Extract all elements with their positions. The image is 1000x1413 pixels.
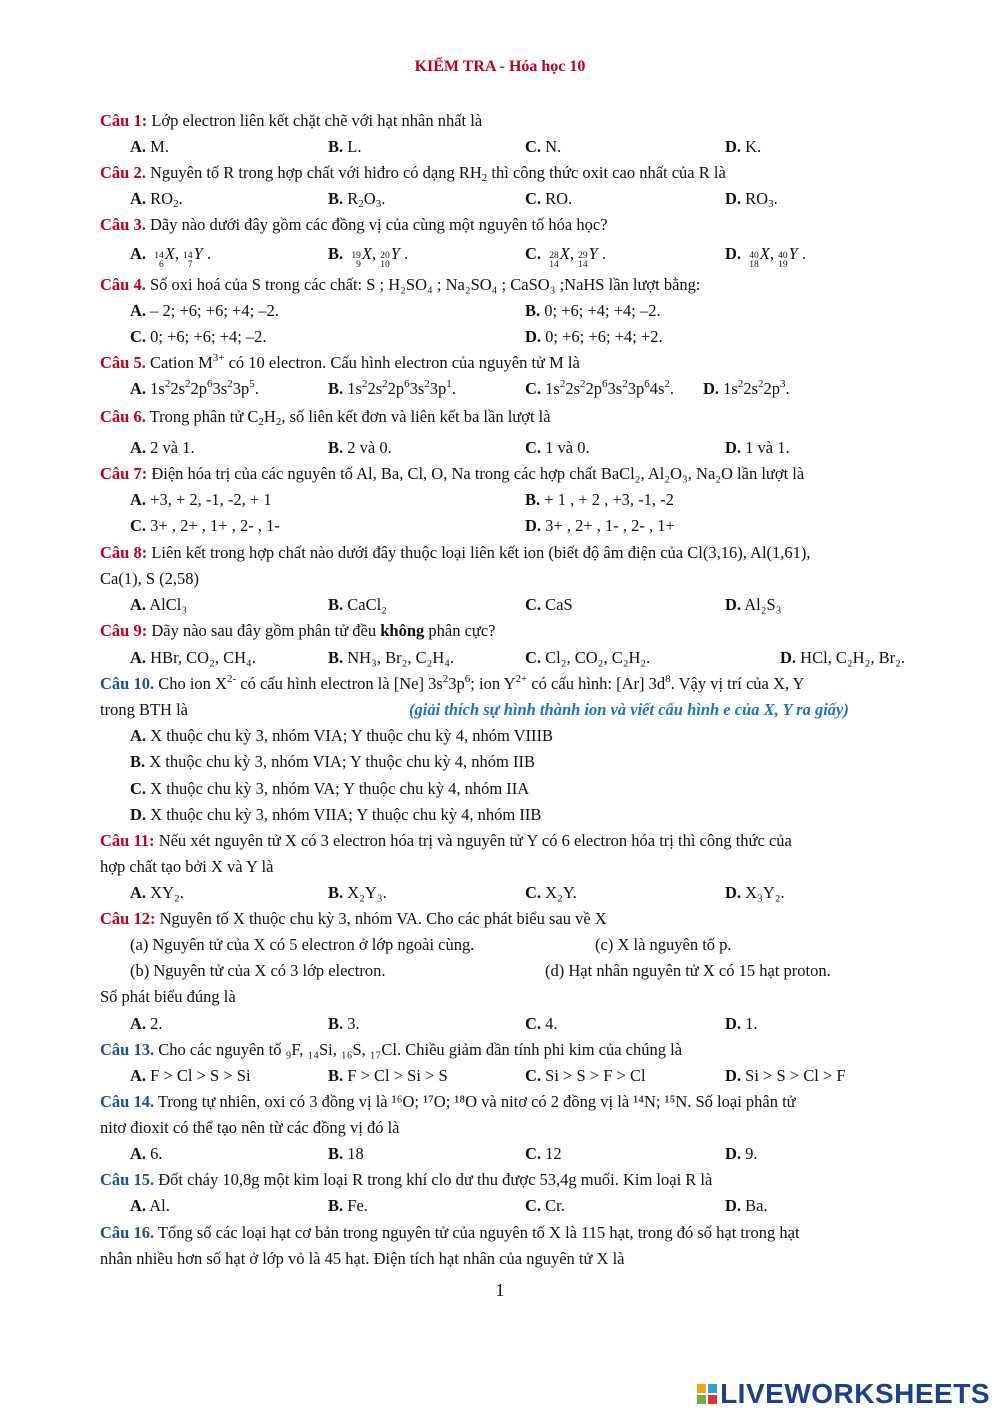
option-d[interactable]: D. 9. [725, 1144, 758, 1163]
question-13: Câu 13. Cho các nguyên tố ₉F, ₁₄Si, ₁₆S, ₁₇Cl. Chiều giảm dần tính phi kim của chúng là [100, 1040, 683, 1059]
question-9: Câu 9: Dãy nào sau đây gồm phân tử đều không phân cực? [100, 621, 496, 640]
option-a[interactable]: A. Al. [130, 1196, 170, 1215]
question-16: Câu 16. Tổng số các loại hạt cơ bản trong nguyên tử của nguyên tố X là 115 hạt, trong đó số hạt trong hạt [100, 1223, 800, 1242]
option-d[interactable]: D. K. [725, 137, 762, 156]
option-b[interactable]: B. 19 9 X, 20 10 Y . [328, 244, 409, 270]
option-b[interactable]: B. F > Cl > Si > S [328, 1066, 448, 1085]
option-d[interactable]: D. X₃Y₂. [725, 883, 785, 902]
question-2: Câu 2. Nguyên tố R trong hợp chất với hiđro có dạng $RH_2$ thì công thức oxit cao nhất của R là [100, 163, 726, 184]
option-a[interactable]: A. 2 và 1. [130, 438, 195, 457]
option-b[interactable]: B. + 1 , + 2 , +3, -1, -2 [525, 490, 674, 509]
option-d[interactable]: D. $1s^22s^22p^3$. [703, 378, 790, 398]
option-b[interactable]: B. NH₃, Br₂, C₂H₄. [328, 648, 455, 667]
question-12: Câu 12: Nguyên tố X thuộc chu kỳ 3, nhóm VA. Cho các phát biểu sau về X [100, 909, 607, 928]
question-text: Lớp electron liên kết chặt chẽ với hạt nhân nhất là [147, 111, 483, 130]
question-3: Câu 3. Dãy nào dưới đây gồm các đồng vị của cùng một nguyên tố hóa học? [100, 215, 608, 234]
option-c[interactable]: C. Cr. [525, 1196, 565, 1215]
option-c[interactable]: C. X thuộc chu kỳ 3, nhóm VA; Y thuộc chu kỳ 4, nhóm IIA [130, 779, 530, 798]
option-d[interactable]: D. 0; +6; +6; +4; +2. [525, 327, 663, 346]
option-b[interactable]: B. 0; +6; +4; +4; –2. [525, 301, 661, 320]
option-c[interactable]: C. 1 và 0. [525, 438, 590, 457]
question-8: Câu 8: Liên kết trong hợp chất nào dưới đây thuộc loại liên kết ion (biết độ âm điện của Cl(3,16), Al(1,61), [100, 543, 811, 562]
option-a[interactable]: A. 14 6 X, 14 7 Y . [130, 244, 212, 270]
statement-b: (b) Nguyên tử của X có 3 lớp electron. [130, 961, 386, 980]
option-b[interactable]: B. CaCl₂ [328, 595, 387, 614]
option-c[interactable]: C. 4. [525, 1014, 558, 1033]
question-11-cont: hợp chất tạo bởi X và Y là [100, 857, 274, 876]
option-b[interactable]: B. 18 [328, 1144, 364, 1163]
option-a[interactable]: A. HBr, CO₂, CH₄. [130, 648, 256, 667]
statement-c: (c) X là nguyên tố p. [595, 935, 732, 954]
page-number: 1 [495, 1280, 505, 1300]
option-c[interactable]: C. $1s^22s^22p^63s^23p^64s^2$. [525, 378, 674, 398]
option-b[interactable]: B. $R_2O_3$. [328, 189, 386, 210]
option-a[interactable]: A. XY₂. [130, 883, 184, 902]
question-7: Câu 7: Điện hóa trị của các nguyên tố Al, Ba, Cl, O, Na trong các hợp chất BaCl₂, Al₂O₃, Na₂O lần lượt là [100, 464, 805, 483]
option-a[interactable]: A. M. [130, 137, 169, 156]
option-a[interactable]: A. AlCl₃ [130, 595, 188, 614]
logo-icon [697, 1384, 717, 1404]
option-c[interactable]: C. 12 [525, 1144, 562, 1163]
option-d[interactable]: D. Al₂S₃ [725, 595, 782, 614]
option-b[interactable]: B. L. [328, 137, 362, 156]
question-15: Câu 15. Đốt cháy 10,8g một kim loại R trong khí clo dư thu được 53,4g muối. Kim loại R là [100, 1170, 713, 1189]
question-6: Câu 6. Trong phân tử $C_2H_2$, số liên kết đơn và liên kết ba lần lượt là [100, 407, 551, 428]
option-a[interactable]: A. 2. [130, 1014, 163, 1033]
question-12-cont: Số phát biểu đúng là [100, 987, 236, 1006]
page-title: KIỂM TRA - Hóa học 10 [414, 58, 586, 75]
option-c[interactable]: C. CaS [525, 595, 573, 614]
question-14: Câu 14. Trong tự nhiên, oxi có 3 đồng vị là ¹⁶O; ¹⁷O; ¹⁸O và nitơ có 2 đồng vị là ¹⁴N; ¹⁵N. Số loại phân tử [100, 1092, 796, 1111]
option-c[interactable]: C. N. [525, 137, 562, 156]
option-d[interactable]: D. X thuộc chu kỳ 3, nhóm VIIA; Y thuộc chu kỳ 4, nhóm IIB [130, 805, 542, 824]
option-c[interactable]: C. 0; +6; +6; +4; –2. [130, 327, 267, 346]
option-d[interactable]: D. Ba. [725, 1196, 768, 1215]
option-a[interactable]: A. F > Cl > S > Si [130, 1066, 251, 1085]
option-a[interactable]: A. $1s^22s^22p^63s^23p^5$. [130, 378, 259, 398]
statement-d: (d) Hạt nhân nguyên tử X có 15 hạt proton. [545, 961, 831, 980]
option-d[interactable]: D. Si > S > Cl > F [725, 1066, 846, 1085]
liveworksheets-logo [697, 1378, 990, 1410]
option-b[interactable]: B. X thuộc chu kỳ 3, nhóm VIA; Y thuộc chu kỳ 4, nhóm IIB [130, 752, 535, 771]
option-b[interactable]: B. X₂Y₃. [328, 883, 387, 902]
option-d[interactable]: D. 40 18 X, 40 19 Y . [725, 244, 807, 270]
option-a[interactable]: A. +3, + 2, -1, -2, + 1 [130, 490, 272, 509]
option-c[interactable]: C. Cl₂, CO₂, C₂H₂. [525, 648, 651, 667]
option-d[interactable]: D. 1. [725, 1014, 758, 1033]
option-c[interactable]: C. Si > S > F > Cl [525, 1066, 646, 1085]
option-b[interactable]: B. $1s^22s^22p^63s^23p^1$. [328, 378, 456, 398]
option-c[interactable]: C. 3+ , 2+ , 1+ , 2- , 1- [130, 516, 280, 535]
logo-text: LIVEWORKSHEETS [720, 1378, 990, 1409]
option-b[interactable]: B. 3. [328, 1014, 360, 1033]
option-c[interactable]: C. X₂Y. [525, 883, 577, 902]
question-label: Câu 1: [100, 111, 148, 130]
question-10: Câu 10. Cho ion $X^{2-}$ có cấu hình electron là [Ne] $3s^23p^6$; ion $Y^{2+}$ có cấu hình: [Ar] $3d^8$. Vậy vị trí của X, Y [100, 673, 805, 693]
option-a[interactable]: A. 6. [130, 1144, 163, 1163]
option-c[interactable]: C. RO. [525, 189, 573, 208]
question-8-cont: Ca(1), S (2,58) [100, 569, 199, 588]
option-a[interactable]: A. $RO_2$. [130, 189, 183, 210]
question-14-cont: nitơ đioxit có thể tạo nên từ các đồng vị đó là [100, 1118, 400, 1137]
question-11: Câu 11: Nếu xét nguyên tử X có 3 electron hóa trị và nguyên tử Y có 6 electron hóa trị thì công thức của [100, 831, 792, 850]
question-5: Câu 5. Cation $M^{3+}$ có 10 electron. Cấu hình electron của nguyên tử M là [100, 352, 580, 372]
option-d[interactable]: D. 1 và 1. [725, 438, 790, 457]
option-b[interactable]: B. Fe. [328, 1196, 368, 1215]
question-1 [100, 111, 482, 131]
question-10-cont: trong BTH là [100, 700, 188, 719]
option-d[interactable]: D. 3+ , 2+ , 1- , 2- , 1+ [525, 516, 675, 535]
option-c[interactable]: C. 28 14 X, 29 14 Y . [525, 244, 607, 270]
hint-text: (giải thích sự hình thành ion và viết cấu hình e của X, Y ra giấy) [409, 700, 849, 719]
option-d[interactable]: D. HCl, C₂H₂, Br₂. [780, 648, 905, 667]
question-16-cont: nhân nhiều hơn số hạt ở lớp vỏ là 45 hạt. Điện tích hạt nhân của nguyên tử X là [100, 1249, 625, 1268]
option-b[interactable]: B. 2 và 0. [328, 438, 392, 457]
option-d[interactable]: D. $RO_3$. [725, 189, 778, 210]
option-a[interactable]: A. X thuộc chu kỳ 3, nhóm VIA; Y thuộc chu kỳ 4, nhóm VIIIB [130, 726, 554, 745]
statement-a: (a) Nguyên tử của X có 5 electron ở lớp ngoài cùng. [130, 935, 475, 954]
option-a[interactable]: A. – 2; +6; +6; +4; –2. [130, 301, 279, 320]
question-4: Câu 4. Số oxi hoá của S trong các chất: S ; H₂SO₄ ; Na₂SO₄ ; CaSO₃ ;NaHS lần lượt bằng: [100, 275, 701, 294]
